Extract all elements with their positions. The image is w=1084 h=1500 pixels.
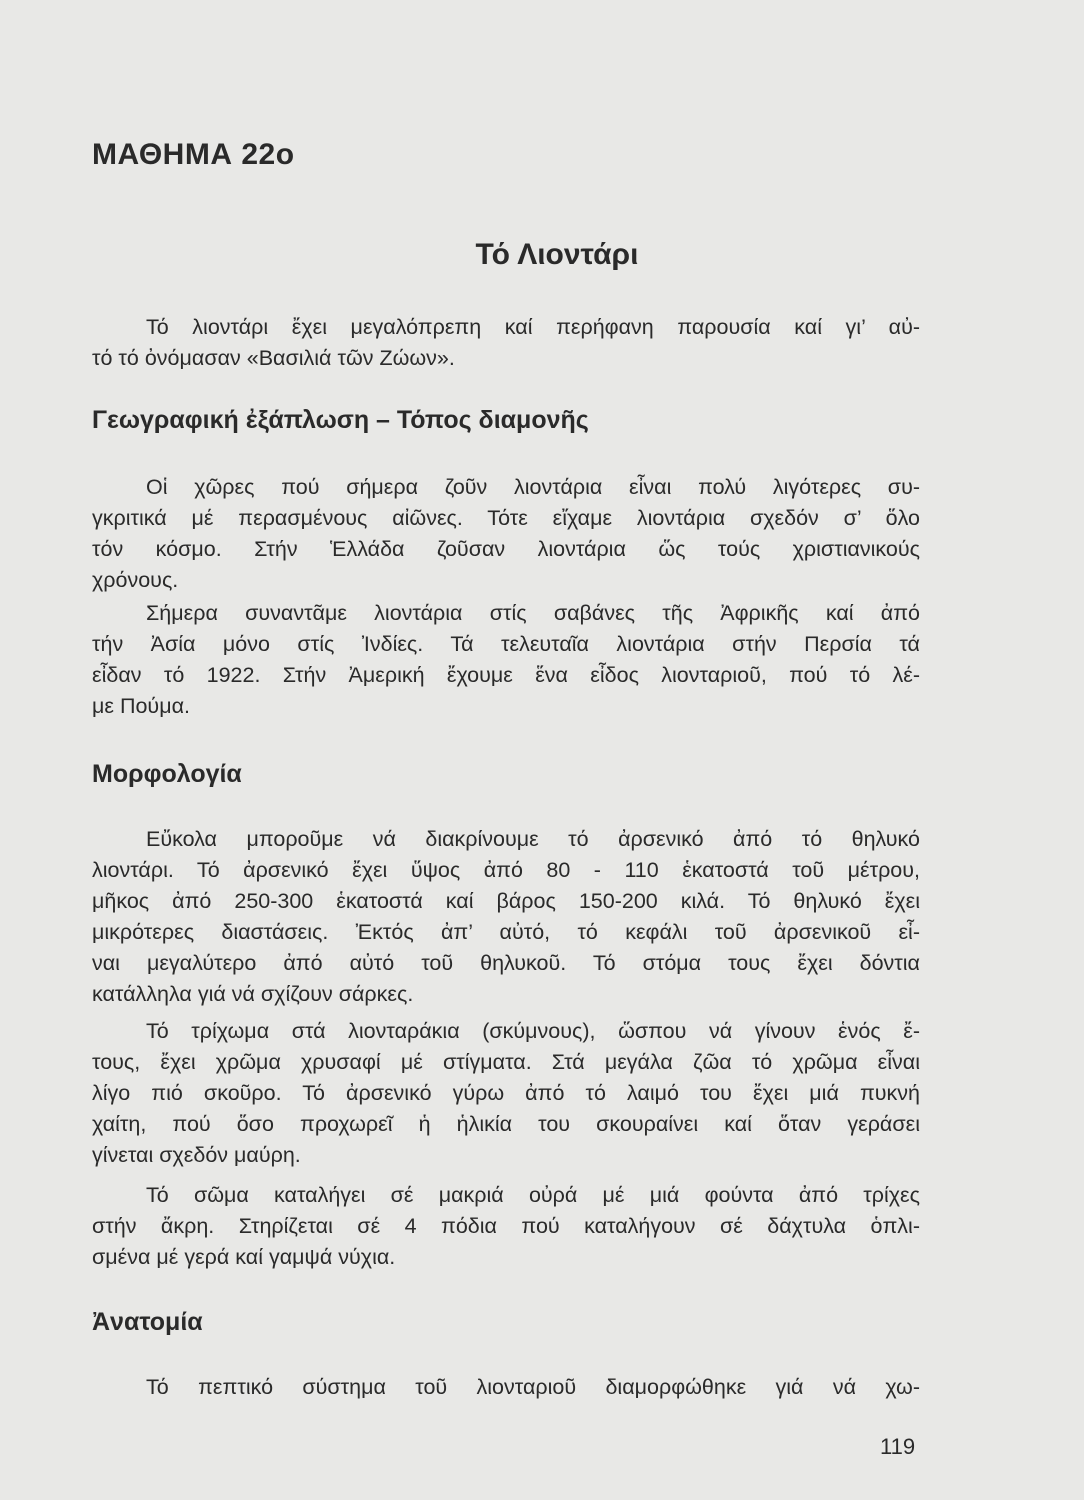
text-line: λιοντάρι. Τό ἀρσενικό ἔχει ὕψος ἀπό 80 - 110 ἑκατοστά τοῦ μέτρου, (92, 858, 920, 882)
text-line: Οἱ χῶρες πού σήμερα ζοῦν λιοντάρια εἶναι πολύ λιγότερες συ- (146, 475, 920, 499)
text-line: μικρότερες διαστάσεις. Ἐκτός ἀπ’ αὐτό, τό κεφάλι τοῦ ἀρσενικοῦ εἶ- (92, 920, 920, 944)
section-heading-anatomy: Ἀνατομία (92, 1308, 203, 1336)
text-line: σμένα μέ γερά καί γαμψά νύχια. (92, 1245, 396, 1269)
morphology-paragraph-2 (92, 1016, 920, 1171)
text-line: εἶδαν τό 1922. Στήν Ἀμερική ἔχουμε ἕνα εἶδος λιονταριοῦ, πού τό λέ- (92, 663, 920, 687)
page-number: 119 (880, 1434, 916, 1459)
text-line: τόν κόσμο. Στήν Ἑλλάδα ζοῦσαν λιοντάρια ὥς τούς χριστιανικούς (92, 537, 920, 561)
lesson-label: ΜΑΘΗΜΑ 22ο (92, 138, 295, 171)
text-line: γκριτικά μέ περασμένους αἰῶνες. Τότε εἴχαμε λιοντάρια σχεδόν σ’ ὅλο (92, 506, 920, 530)
text-line: Εὔκολα μποροῦμε νά διακρίνουμε τό ἀρσενικό ἀπό τό θηλυκό (146, 827, 920, 851)
morphology-paragraph-1 (92, 824, 920, 1010)
text-line: τήν Ἀσία μόνο στίς Ἰνδίες. Τά τελευταῖα λιοντάρια στήν Περσία τά (92, 632, 920, 656)
text-line: κατάλληλα γιά νά σχίζουν σάρκες. (92, 982, 414, 1006)
text-line: χαίτη, πού ὅσο προχωρεῖ ἡ ἡλικία του σκουραίνει καί ὅταν γεράσει (92, 1112, 920, 1136)
text-line: τους, ἔχει χρῶμα χρυσαφί μέ στίγματα. Στά μεγάλα ζῶα τό χρῶμα εἶναι (92, 1050, 920, 1074)
text-line: ναι μεγαλύτερο ἀπό αὐτό τοῦ θηλυκοῦ. Τό στόμα τους ἔχει δόντια (92, 951, 920, 975)
morphology-paragraph-3 (92, 1180, 920, 1273)
text-line: Τό σῶμα καταλήγει σέ μακριά οὐρά μέ μιά φούντα ἀπό τρίχες (146, 1183, 920, 1207)
text-line: χρόνους. (92, 568, 179, 592)
text-line: στήν ἄκρη. Στηρίζεται σέ 4 πόδια πού καταλήγουν σέ δάχτυλα ὁπλι- (92, 1214, 920, 1238)
text-line: Τό πεπτικό σύστημα τοῦ λιονταριοῦ διαμορφώθηκε γιά νά χω- (146, 1375, 920, 1399)
text-line: λίγο πιό σκοῦρο. Τό ἀρσενικό γύρω ἀπό τό λαιμό του ἔχει μιά πυκνή (92, 1081, 920, 1105)
text-line: με Πούμα. (92, 694, 190, 718)
text-line: τό τό ὀνόμασαν «Βασιλιά τῶν Ζώων». (92, 346, 455, 370)
text-line: Τό λιοντάρι ἔχει μεγαλόπρεπη καί περήφανη παρουσία καί γι’ αὐ- (146, 315, 920, 339)
text-line: Τό τρίχωμα στά λιονταράκια (σκύμνους), ὥσπου νά γίνουν ἑνός ἔ- (146, 1019, 920, 1043)
text-line: μῆκος ἀπό 250-300 ἑκατοστά καί βάρος 150-200 κιλά. Τό θηλυκό ἔχει (92, 889, 920, 913)
geography-paragraph-1 (92, 472, 920, 596)
section-heading-morphology: Μορφολογία (92, 760, 242, 788)
intro-paragraph (92, 312, 920, 374)
chapter-title: Τό Λιοντάρι (475, 238, 639, 271)
text-line: Σήμερα συναντᾶμε λιοντάρια στίς σαβάνες τῆς Ἀφρικῆς καί ἀπό (146, 601, 920, 625)
anatomy-paragraph-1 (92, 1372, 920, 1403)
geography-paragraph-2 (92, 598, 920, 722)
text-line: γίνεται σχεδόν μαύρη. (92, 1143, 301, 1167)
section-heading-geography: Γεωγραφική ἐξάπλωση – Τόπος διαμονῆς (92, 406, 589, 434)
